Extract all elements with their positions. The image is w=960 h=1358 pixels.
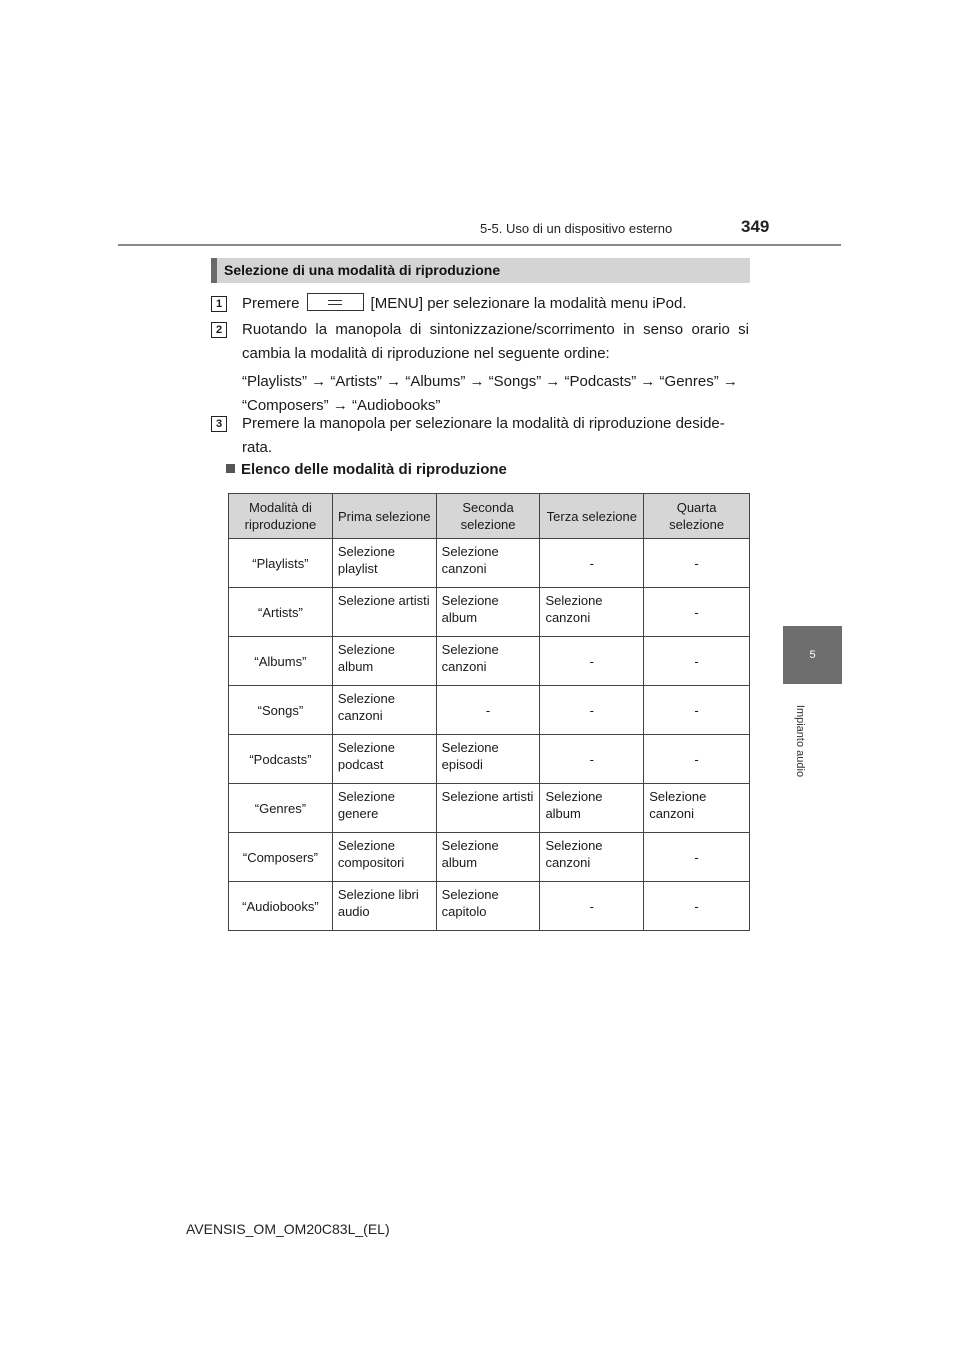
selection-cell: Selezione artisti [436,784,540,833]
empty-selection-cell [540,686,644,735]
section-title-bar [211,258,750,283]
step-badge-3: 3 [211,416,227,432]
selection-cell: Selezione album [436,833,540,882]
chapter-number: 5 [809,649,816,661]
table-header-cell: Prima selezione [332,494,436,539]
selection-cell: Selezione album [332,637,436,686]
table-header-cell: Terza selezione [540,494,644,539]
mode-name-cell: “Songs” [229,686,333,735]
selection-cell: Selezione podcast [332,735,436,784]
dash-mark: - [485,702,491,718]
selection-cell: Selezione artisti [332,588,436,637]
dash-mark: - [589,751,594,767]
table-header-cell: Modalità di riproduzione [229,494,333,539]
mode-name-cell: “Albums” [229,637,333,686]
table-row [229,637,750,686]
step-1-text [242,292,749,316]
chapter-tab [783,626,842,684]
table-header-cell: Quarta selezione [644,494,750,539]
empty-selection-cell [644,833,750,882]
subheading-text: Elenco delle modalità di riproduzione [241,461,507,478]
table-row [229,686,750,735]
empty-selection-cell [644,637,750,686]
section-marker [211,258,217,283]
header-section-title: 5-5. Uso di un dispositivo esterno [480,221,673,236]
selection-cell: Selezione playlist [332,539,436,588]
table-row [229,882,750,931]
selection-cell: Selezione album [540,784,644,833]
empty-selection-cell [540,539,644,588]
mode-name-cell: “Artists” [229,588,333,637]
mode-name-cell: “Playlists” [229,539,333,588]
document-code-footer: AVENSIS_OM_OM20C83L_(EL) [186,1221,390,1237]
dash-mark: - [694,653,699,669]
chapter-label: Impianto audio [794,704,806,778]
empty-selection-cell [436,686,540,735]
table-header-cell: Seconda selezione [436,494,540,539]
dash-mark: - [694,849,699,865]
empty-selection-cell [644,588,750,637]
step-badge-2: 2 [211,322,227,338]
step-2-text: Ruotando la manopola di sintonizzazione/scorrimento in senso orario si cambia la modalità di riproduzione nel seguente ordine: [242,321,749,362]
mode-order-sequence: “Playlists” → “Artists” → “Albums” → “Songs” → “Podcasts” → “Genres” → “Composers” → “Audiobooks” [242,373,738,414]
header-divider [118,244,841,246]
selection-cell: Selezione canzoni [540,588,644,637]
section-title: Selezione di una modalità di riproduzione [224,262,501,278]
step-1-text-before: Premere [242,295,300,312]
dash-mark: - [694,898,699,914]
page-number: 349 [741,217,770,236]
table-row [229,735,750,784]
table-row [229,588,750,637]
step-badge-1: 1 [211,296,227,312]
dash-mark: - [589,898,594,914]
empty-selection-cell [644,539,750,588]
mode-name-cell: “Audiobooks” [229,882,333,931]
selection-cell: Selezione libri audio [332,882,436,931]
dash-mark: - [694,751,699,767]
dash-mark: - [589,702,594,718]
selection-cell: Selezione canzoni [436,539,540,588]
table-row [229,539,750,588]
menu-button-icon [307,293,364,311]
dash-mark: - [694,702,699,718]
empty-selection-cell [644,882,750,931]
selection-cell: Selezione episodi [436,735,540,784]
step-1-text-after: [MENU] per selezionare la modalità menu iPod. [370,295,687,312]
empty-selection-cell [540,637,644,686]
mode-name-cell: “Composers” [229,833,333,882]
selection-cell: Selezione canzoni [540,833,644,882]
selection-cell: Selezione genere [332,784,436,833]
empty-selection-cell [540,735,644,784]
step-3-text: Premere la manopola per selezionare la modalità di riproduzione deside-rata. [242,415,725,456]
table-row [229,784,750,833]
subheading [226,461,507,478]
table-header-row [229,494,750,539]
empty-selection-cell [540,882,644,931]
dash-mark: - [589,555,594,571]
dash-mark: - [694,604,699,620]
empty-selection-cell [644,735,750,784]
empty-selection-cell [644,686,750,735]
selection-cell: Selezione canzoni [332,686,436,735]
selection-cell: Selezione compositori [332,833,436,882]
square-bullet-icon [226,464,235,473]
mode-name-cell: “Genres” [229,784,333,833]
mode-name-cell: “Podcasts” [229,735,333,784]
selection-cell: Selezione capitolo [436,882,540,931]
selection-cell: Selezione canzoni [644,784,750,833]
playback-modes-table [228,493,750,931]
table-row [229,833,750,882]
selection-cell: Selezione album [436,588,540,637]
dash-mark: - [694,555,699,571]
dash-mark: - [589,653,594,669]
selection-cell: Selezione canzoni [436,637,540,686]
